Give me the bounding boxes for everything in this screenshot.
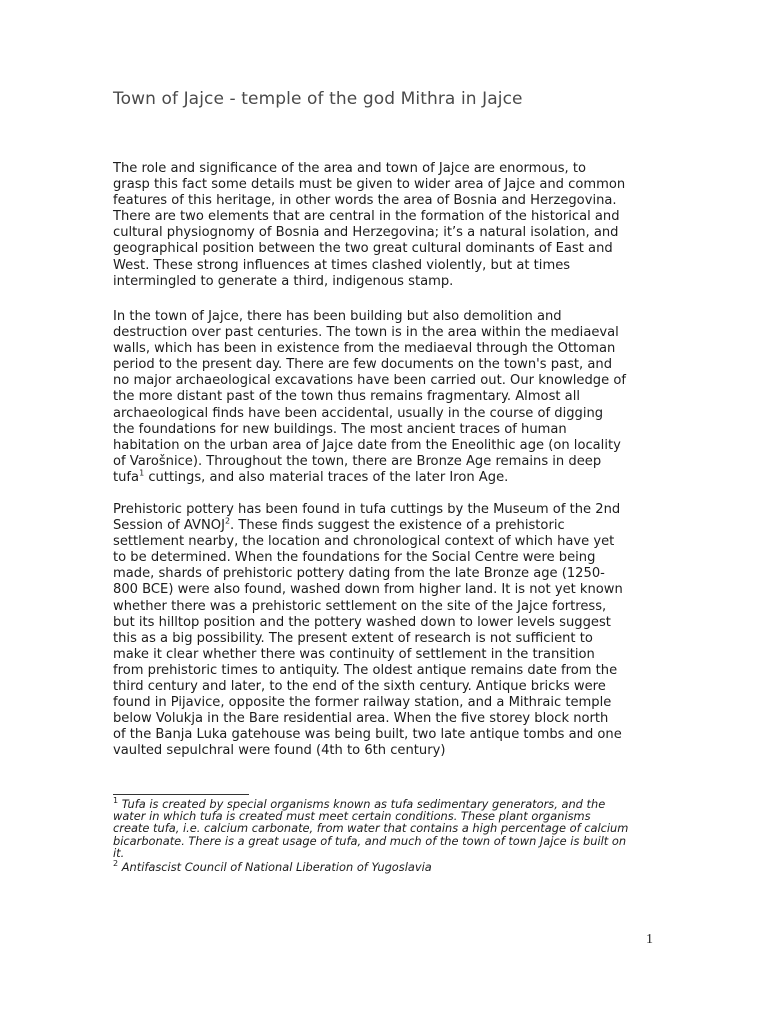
- paragraph-line: [113, 470, 658, 486]
- footnote-text: Tufa is created by special organisms known as tufa sedimentary generators, and the: [118, 797, 606, 811]
- footnote-text: Antifascist Council of National Liberation of Yugoslavia: [118, 860, 432, 875]
- paragraph-line: features of this heritage, in other words the area of Bosnia and Herzegovina.: [113, 193, 617, 209]
- paragraph-2: [113, 309, 658, 486]
- paragraph-line: made, shards of prehistoric pottery dating from the late Bronze age (1250-: [113, 566, 605, 582]
- footnote-ref-1[interactable]: 1: [139, 468, 145, 478]
- paragraph-line: grasp this fact some details must be given to wider area of Jajce and common: [113, 177, 626, 193]
- paragraph-line: geographical position between the two great cultural dominants of East and: [113, 241, 613, 257]
- footnote-marker: 2: [113, 859, 119, 869]
- paragraph-line: destruction over past centuries. The town is in the area within the mediaeval: [113, 325, 619, 341]
- paragraph-line: habitation on the urban area of Jajce date from the Eneolithic age (on locality: [113, 437, 621, 453]
- footnote-marker: 1: [113, 796, 119, 806]
- paragraph-line: make it clear whether there was continuity of settlement in the transition: [113, 646, 595, 662]
- paragraph-line: In the town of Jajce, there has been building but also demolition and: [113, 309, 562, 324]
- paragraph-line: below Volukja in the Bare residential area. When the five storey block north: [113, 711, 609, 727]
- footnotes: [113, 798, 658, 873]
- paragraph-line: walls, which has been in existence from the mediaeval through the Ottoman: [113, 341, 616, 357]
- paragraph-line: West. These strong influences at times clashed violently, but at times: [113, 257, 571, 273]
- page-title: Town of Jajce - temple of the god Mithra in Jajce: [113, 89, 523, 109]
- paragraph-line: of Varošnice). Throughout the town, there are Bronze Age remains in deep: [113, 453, 602, 469]
- paragraph-line: Prehistoric pottery has been found in tufa cuttings by the Museum of the 2nd: [113, 502, 621, 517]
- paragraph-line: There are two elements that are central in the formation of the historical and: [113, 209, 620, 225]
- paragraph-line: The role and significance of the area and town of Jajce are enormous, to: [113, 161, 587, 176]
- paragraph-line: third century and later, to the end of the sixth century. Antique bricks were: [113, 679, 606, 695]
- paragraph-line: vaulted sepulchral were found (4th to 6th century): [113, 743, 446, 759]
- paragraph-line: from prehistoric times to antiquity. The oldest antique remains date from the: [113, 662, 618, 678]
- paragraph-line: the more distant past of the town thus remains fragmentary. Almost all: [113, 389, 580, 405]
- paragraph-line: period to the present day. There are few documents on the town's past, and: [113, 357, 612, 373]
- footnote-2: [113, 861, 658, 873]
- paragraph-line: to be determined. When the foundations for the Social Centre were being: [113, 550, 596, 566]
- paragraph-line: cultural physiognomy of Bosnia and Herzegovina; it’s a natural isolation, and: [113, 225, 619, 241]
- footnote-line: water in which tufa is created must meet certain conditions. These plant organisms: [113, 809, 591, 824]
- footnote-line: it.: [113, 845, 125, 860]
- paragraph-line: no major archaeological excavations have been carried out. Our knowledge of: [113, 373, 626, 389]
- footnote-1: [113, 798, 658, 859]
- paragraph-line: but its hilltop position and the pottery washed down to lower levels suggest: [113, 614, 611, 630]
- footnote-separator: [113, 794, 249, 795]
- text-run: cuttings, and also material traces of the later Iron Age.: [144, 469, 509, 485]
- text-run: . These finds suggest the existence of a prehistoric: [230, 518, 565, 534]
- paragraph-line: the foundations for new buildings. The most ancient traces of human: [113, 421, 567, 437]
- text-run: Session of AVNOJ: [113, 518, 225, 534]
- footnote-line: [113, 861, 658, 873]
- paragraph-1: [113, 161, 658, 290]
- paragraph-line: found in Pijavice, opposite the former railway station, and a Mithraic temple: [113, 695, 612, 711]
- paragraph-line: of the Banja Luka gatehouse was being built, two late antique tombs and one: [113, 727, 622, 743]
- paragraph-line: intermingled to generate a third, indigenous stamp.: [113, 273, 454, 289]
- paragraph-line: settlement nearby, the location and chronological context of which have yet: [113, 534, 615, 550]
- footnote-ref-2[interactable]: 2: [224, 516, 231, 526]
- footnote-line: bicarbonate. There is a great usage of tufa, and much of the town of town Jajce is built on: [113, 833, 627, 848]
- page-number: 1: [646, 932, 653, 947]
- paragraph-line: this as a big possibility. The present extent of research is not sufficient to: [113, 630, 593, 646]
- footnote-line: create tufa, i.e. calcium carbonate, from water that contains a high percentage of calcium: [113, 821, 629, 836]
- paragraph-line: [113, 518, 658, 534]
- paragraph-3: [113, 502, 658, 760]
- paragraph-line: archaeological finds have been accidental, usually in the course of digging: [113, 405, 604, 421]
- paragraph-line: whether there was a prehistoric settlement on the site of the Jajce fortress,: [113, 598, 607, 614]
- text-run: tufa: [113, 469, 140, 485]
- paragraph-line: 800 BCE) were also found, washed down from higher land. It is not yet known: [113, 582, 623, 598]
